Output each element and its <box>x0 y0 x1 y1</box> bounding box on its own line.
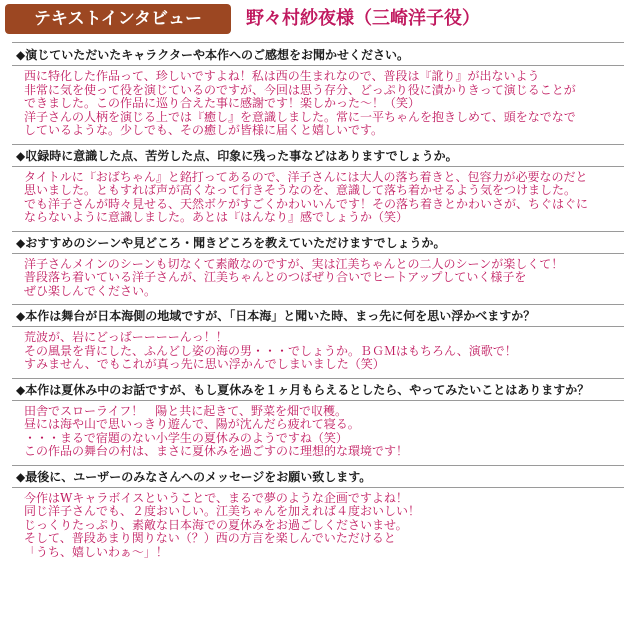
answer-text <box>24 258 620 299</box>
qa-section <box>0 305 640 379</box>
answer-line: しているような。少しでも、その癒しが皆様に届くと嬉しいです。 <box>24 124 384 137</box>
answer-text <box>24 492 620 560</box>
answer-line: でも洋子さんが時々見せる、天然ボケがすごくかわいいんです！その落ち着きとかわいさが、ちぐはぐに <box>24 197 589 211</box>
question-heading: ◆最後に、ユーザーのみなさんへのメッセージをお願い致します。 <box>12 466 624 488</box>
answer-line: 洋子さんの人柄を演じる上では『癒し』を意識しました。常に一平ちゃんを抱きしめて、頭をなでなで <box>24 110 576 124</box>
qa-section <box>0 145 640 232</box>
answer-text <box>24 405 620 459</box>
answer-text <box>24 70 620 138</box>
answer-line: 洋子さんメインのシーンも切なくて素敵なのですが、実は江美ちゃんとの二人のシーンが楽しくて！ <box>24 257 564 271</box>
qa-section <box>0 466 640 560</box>
qa-section <box>0 379 640 466</box>
answer-line: じっくりたっぷり、素敵な日本海での夏休みをお過ごしくださいませ。 <box>24 518 408 532</box>
interview-sections <box>0 44 640 559</box>
answer-line: 西に特化した作品って、珍しいですよね！私は西の生まれなので、普段は『訛り』が出ないよう <box>24 70 540 83</box>
answer-line: 普段落ち着いている洋子さんが、江美ちゃんとのつばぜり合いでヒートアップしていく様子を <box>24 271 527 284</box>
answer-line: 非常に気を使って役を演じているのですが、今回は思う存分、どっぷり役に漬かりきって演じることが <box>24 83 576 97</box>
answer-line: できました。この作品に巡り合えた事に感謝です！楽しかった〜！（笑） <box>24 97 421 110</box>
answer-line: 田舎でスローライフ！ 陽と共に起きて、野菜を畑で収穫。 <box>24 404 348 418</box>
answer-line: 「うち、嬉しいわぁ〜」！ <box>24 545 168 559</box>
answer-line: 同じ洋子さんでも、２度おいしい。江美ちゃんを加えれば４度おいしい！ <box>24 505 421 518</box>
question-heading: ◆本作は舞台が日本海側の地域ですが、「日本海」と聞いた時、まっ先に何を思い浮かべますか？ <box>12 305 624 327</box>
question-heading: ◆演じていただいたキャラクターや本作へのご感想をお聞かせください。 <box>12 44 624 66</box>
answer-line: 昼には海や山で思いっきり遊んで、陽が沈んだら疲れて寝る。 <box>24 418 360 431</box>
answer-text <box>24 171 620 225</box>
answer-line: 今作はWキャラボイスということで、まるで夢のような企画ですよね！ <box>24 491 408 505</box>
text-interview-tab: テキストインタビュー <box>5 4 231 34</box>
question-heading: ◆収録時に意識した点、苦労した点、印象に残った事などはありますでしょうか。 <box>12 145 624 167</box>
interviewee-title: 野々村紗夜様（三崎洋子役） <box>246 8 480 29</box>
header-divider <box>12 42 624 43</box>
answer-line: 荒波が、岩にどっばーーーーんっ！！ <box>24 331 228 344</box>
answer-line: タイトルに『おばちゃん』と銘打ってあるので、洋子さんには大人の落ち着きと、包容力が必要なのだと <box>24 170 588 184</box>
answer-text <box>24 331 620 372</box>
qa-section <box>0 44 640 145</box>
answer-line: ならないように意識しました。あとは『はんなり』感でしょうか（笑） <box>24 211 409 224</box>
question-heading: ◆おすすめのシーンや見どころ・聞きどころを教えていただけますでしょうか。 <box>12 232 624 254</box>
interview-header <box>0 0 640 40</box>
qa-section <box>0 232 640 306</box>
answer-line: 思いました。ともすれば声が高くなって行きそうなのを、意識して落ち着かせるよう気をつけました。 <box>24 184 577 197</box>
answer-line: すみません、でもこれが真っ先に思い浮かんでしまいました（笑） <box>24 358 385 371</box>
answer-line: ・・・まるで宿題のない小学生の夏休みのようですね（笑） <box>24 431 348 445</box>
question-heading: ◆本作は夏休み中のお話ですが、もし夏休みを１ヶ月もらえるとしたら、やってみたいことはありますか？ <box>12 379 624 401</box>
answer-line: そして、普段あまり関りない（？）西の方言を楽しんでいただけると <box>24 532 396 545</box>
answer-line: この作品の舞台の村は、まさに夏休みを過ごすのに理想的な環境です！ <box>24 445 409 458</box>
answer-line: ぜひ楽しんでください。 <box>24 284 157 298</box>
answer-line: その風景を背にした、ふんどし姿の海の男・・・でしょうか。ＢＧＭはもちろん、演歌で！ <box>24 344 517 358</box>
